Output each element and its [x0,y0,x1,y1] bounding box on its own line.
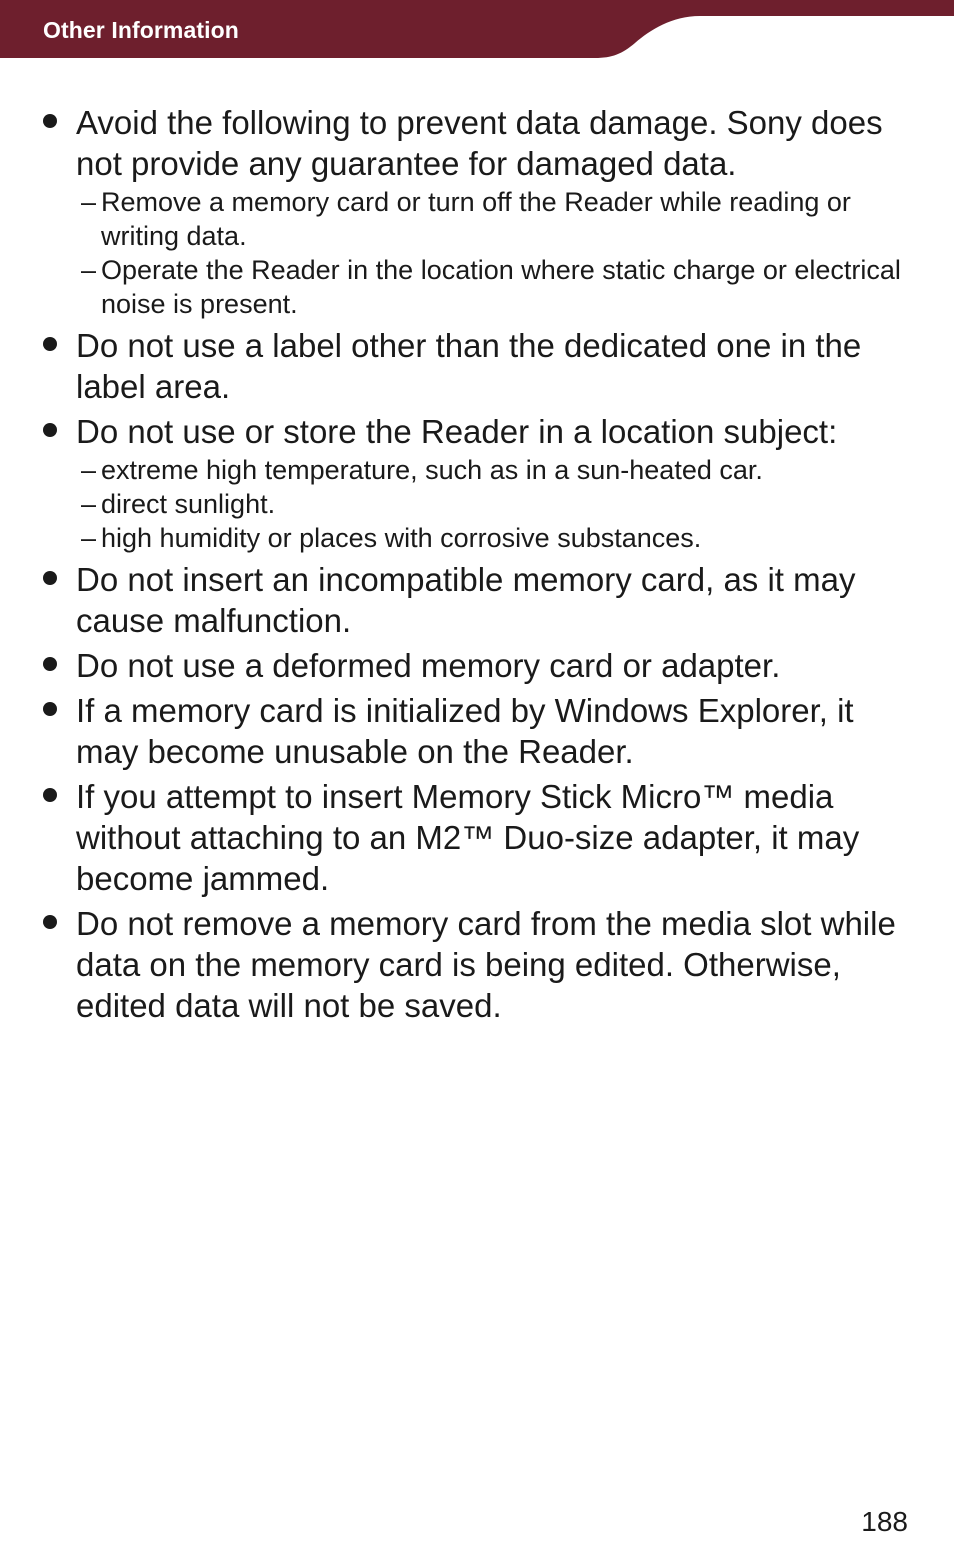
section-title: Other Information [43,17,239,43]
sub-item [76,185,920,253]
bullet-dot-icon [43,114,57,128]
bullet-text: Do not use a deformed memory card or adapter. [76,647,781,684]
bullet-dot-icon [43,571,57,585]
sub-item [76,521,920,555]
page-number: 188 [861,1506,908,1537]
dash-icon: – [81,489,97,519]
section-header [0,0,954,58]
sub-item-text: high humidity or places with corrosive substances. [101,523,702,553]
bullet-text: Do not insert an incompatible memory card, as it may cause malfunction. [76,561,856,639]
sub-item-text: Remove a memory card or turn off the Reader while reading or writing data. [101,187,851,251]
bullet-item [40,325,920,407]
sub-item [76,453,920,487]
bullet-text: If a memory card is initialized by Windows Explorer, it may become unusable on the Reader. [76,692,854,770]
sub-item-text: Operate the Reader in the location where static charge or electrical noise is present. [101,255,901,319]
sub-item [76,487,920,521]
bullet-item [40,690,920,772]
bullet-item [40,903,920,1026]
bullet-text: If you attempt to insert Memory Stick Micro™ media without attaching to an M2™ Duo-size adapter, it may become jammed. [76,778,860,897]
sub-item-text: extreme high temperature, such as in a sun-heated car. [101,455,763,485]
bullet-text: Do not use or store the Reader in a location subject: [76,413,838,450]
bullet-text: Do not use a label other than the dedicated one in the label area. [76,327,862,405]
sub-item [76,253,920,321]
bullet-dot-icon [43,657,57,671]
bullet-text: Do not remove a memory card from the media slot while data on the memory card is being edited. Otherwise, edited data will not be saved. [76,905,896,1024]
bullet-dot-icon [43,915,57,929]
dash-icon: – [81,523,97,553]
dash-icon: – [81,255,97,285]
bullet-dot-icon [43,788,57,802]
sub-item-text: direct sunlight. [101,489,276,519]
dash-icon: – [81,455,97,485]
bullet-item [40,559,920,641]
bullet-item [40,776,920,899]
sub-list [76,453,920,555]
bullet-dot-icon [43,423,57,437]
bullet-dot-icon [43,702,57,716]
bullet-text: Avoid the following to prevent data damage. Sony does not provide any guarantee for damaged data. [76,104,883,182]
bullet-item [40,645,920,686]
bullet-item [40,411,920,555]
sub-list [76,185,920,321]
bullet-dot-icon [43,337,57,351]
bullet-item [40,102,920,321]
notes-list [40,102,920,1030]
dash-icon: – [81,187,97,217]
